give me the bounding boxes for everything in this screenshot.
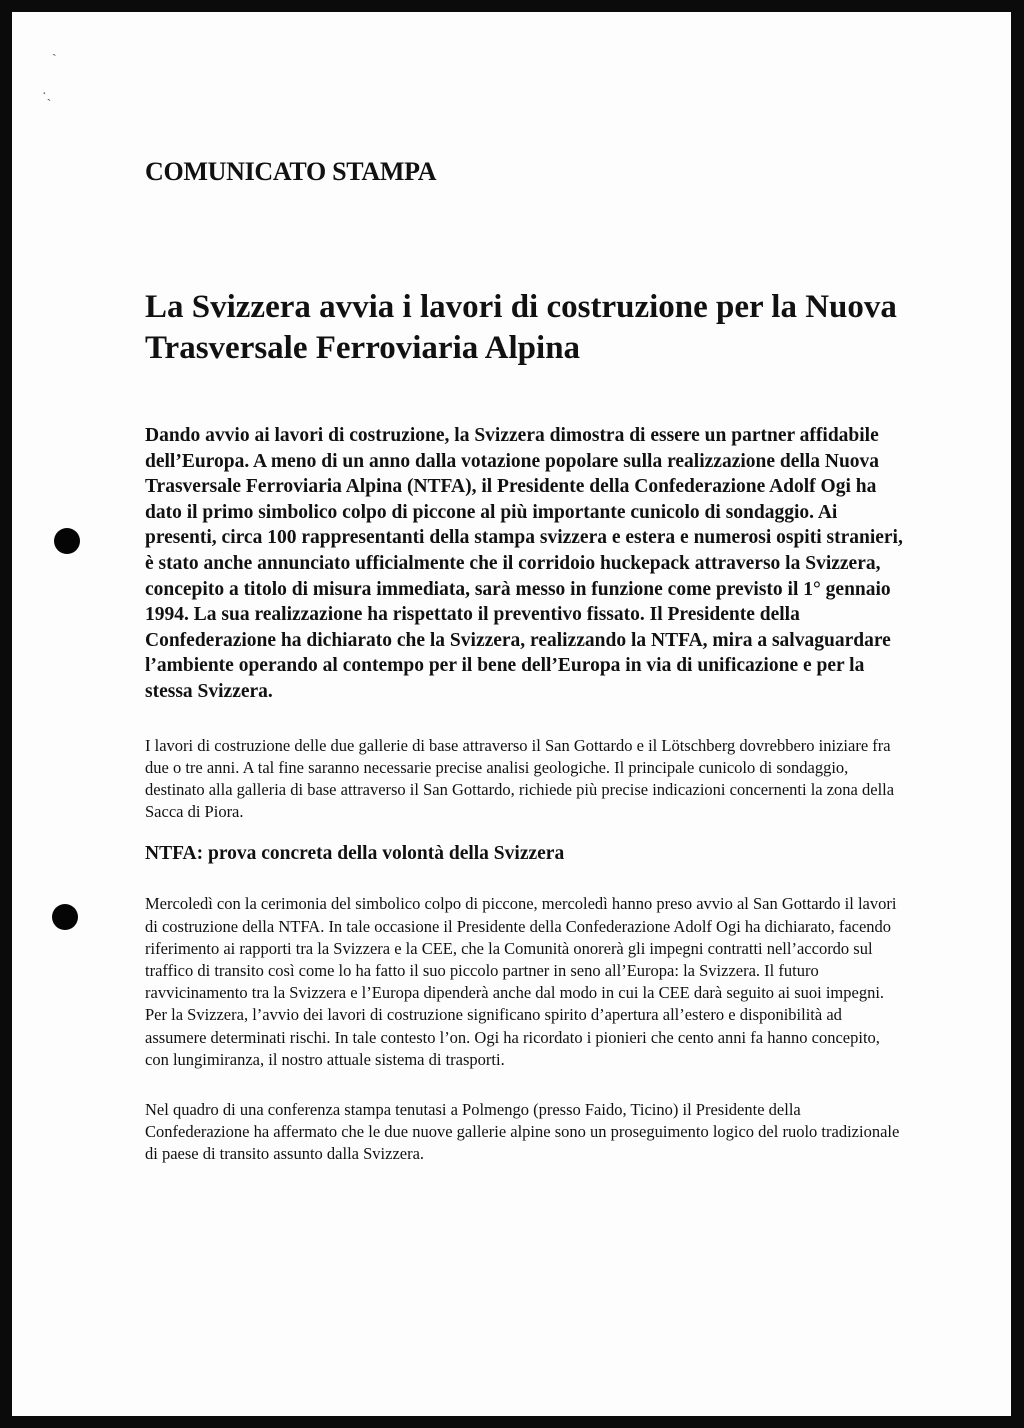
body-paragraph: Nel quadro di una conferenza stampa tenutasi a Polmengo (presso Faido, Ticino) il Presidente della Confederazione ha affermato che le due nuove gallerie alpine sono un proseguimento logico del ruolo tradizionale di paese di transito assunto dalla Svizzera. <box>145 1099 900 1164</box>
section-heading: NTFA: prova concreta della volontà della Svizzera <box>145 843 565 865</box>
lead-paragraph: Dando avvio ai lavori di costruzione, la Svizzera dimostra di essere un partner affidabile dell’Europa. A meno di un anno dalla votazione popolare sulla realizzazione della Nuova Trasversale Ferroviaria Alpina (NTFA), il Presidente della Confederazione Adolf Ogi ha dato il primo simbolico colpo di piccone al più importante cunicolo di sondaggio. Ai presenti, circa 100 rappresentanti della stampa svizzera e estera e numerosi ospiti stranieri, è stato anche annunciato ufficialmente che il corridoio huckepack attraverso la Svizzera, concepito a titolo di misura immediata, sarà messo in funzione come previsto il 1° gennaio 1994. La sua realizzazione ha rispettato il preventivo fissato. Il Presidente della Confederazione ha dichiarato che la Svizzera, realizzando la NTFA, mira a salvaguardare l’ambiente operando al contempo per il bene dell’Europa in via di unificazione e per la stessa Svizzera. <box>145 425 903 702</box>
scan-speck: ·ˎ <box>42 87 52 102</box>
headline: La Svizzera avvia i lavori di costruzione per la Nuova Trasversale Ferroviaria Alpina <box>145 289 897 366</box>
punch-hole <box>54 528 80 554</box>
document-label: COMUNICATO STAMPA <box>145 157 437 186</box>
document-body <box>145 157 905 1166</box>
scan-speck: ˏ <box>52 42 57 57</box>
punch-hole <box>52 904 78 930</box>
body-paragraph: I lavori di costruzione delle due gallerie di base attraverso il San Gottardo e il Lötschberg dovrebbero iniziare fra due o tre anni. A tal fine saranno necessarie precise analisi geologiche. Il principale cunicolo di sondaggio, destinato alla galleria di base attraverso il San Gottardo, richiede più precise indicazioni concernenti la zona della Sacca di Piora. <box>145 735 895 822</box>
scanned-page <box>12 12 1011 1416</box>
body-paragraph: Mercoledì con la cerimonia del simbolico colpo di piccone, mercoledì hanno preso avvio al San Gottardo il lavori di costruzione della NTFA. In tale occasione il Presidente della Confederazione Adolf Ogi ha dichiarato, facendo riferimento ai rapporti tra la Svizzera e la CEE, che la Comunità onorerà gli impegni contratti nell’accordo sul traffico di transito così come lo ha fatto il suo piccolo partner in seno all’Europa: la Svizzera. Il futuro ravvicinamento tra la Svizzera e l’Europa dipenderà anche dal modo in cui la CEE darà seguito ai suoi impegni. Per la Svizzera, l’avvio dei lavori di costruzione significano spirito d’apertura all’estero e disponibilità ad assumere determinati rischi. In tale contesto l’on. Ogi ha ricordato i pionieri che cento anni fa hanno concepito, con lungimiranza, il nostro attuale sistema di trasporti. <box>145 894 897 1069</box>
